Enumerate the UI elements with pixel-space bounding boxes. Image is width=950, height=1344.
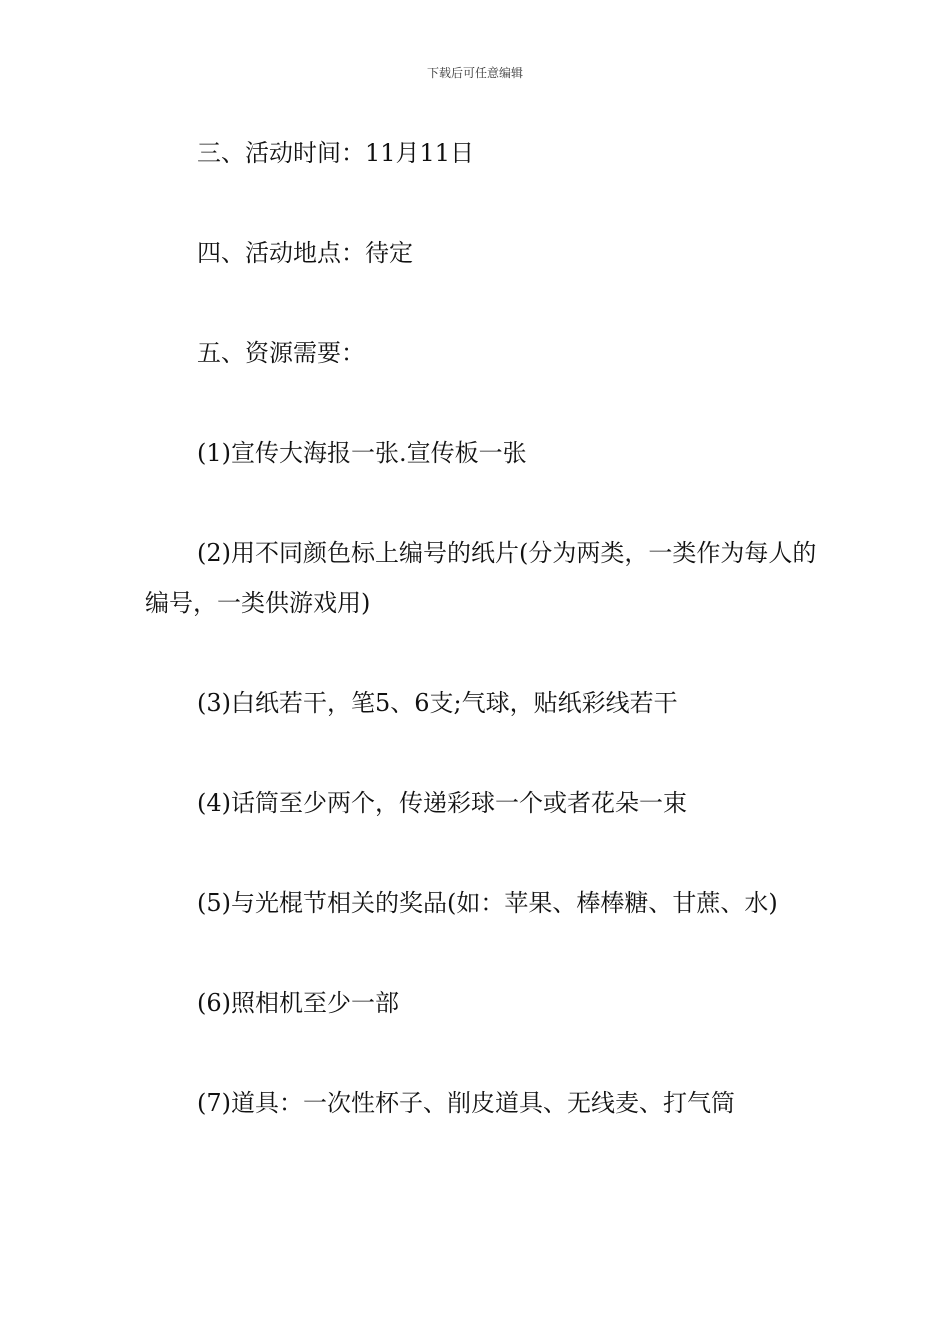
- list-item-resource-5: (5)与光棍节相关的奖品(如：苹果、棒棒糖、甘蔗、水): [197, 889, 778, 917]
- list-item-resource-3: (3)白纸若干，笔5、6支;气球，贴纸彩线若干: [197, 689, 678, 717]
- list-item-resource-4: (4)话筒至少两个，传递彩球一个或者花朵一束: [197, 789, 687, 817]
- paragraph-resources-heading: 五、资源需要：: [197, 339, 365, 367]
- document-body: [145, 128, 825, 1128]
- paragraph-activity-time: 三、活动时间：11月11日: [197, 139, 475, 167]
- list-item-resource-6: (6)照相机至少一部: [197, 989, 399, 1017]
- page-header-note: 下载后可任意编辑: [426, 66, 523, 80]
- list-item-resource-7: (7)道具：一次性杯子、削皮道具、无线麦、打气筒: [197, 1089, 735, 1117]
- paragraph-activity-location: 四、活动地点：待定: [197, 239, 413, 267]
- list-item-resource-2: (2)用不同颜色标上编号的纸片(分为两类，一类作为每人的编号，一类供游戏用): [145, 539, 817, 617]
- list-item-resource-1: (1)宣传大海报一张.宣传板一张: [197, 439, 527, 467]
